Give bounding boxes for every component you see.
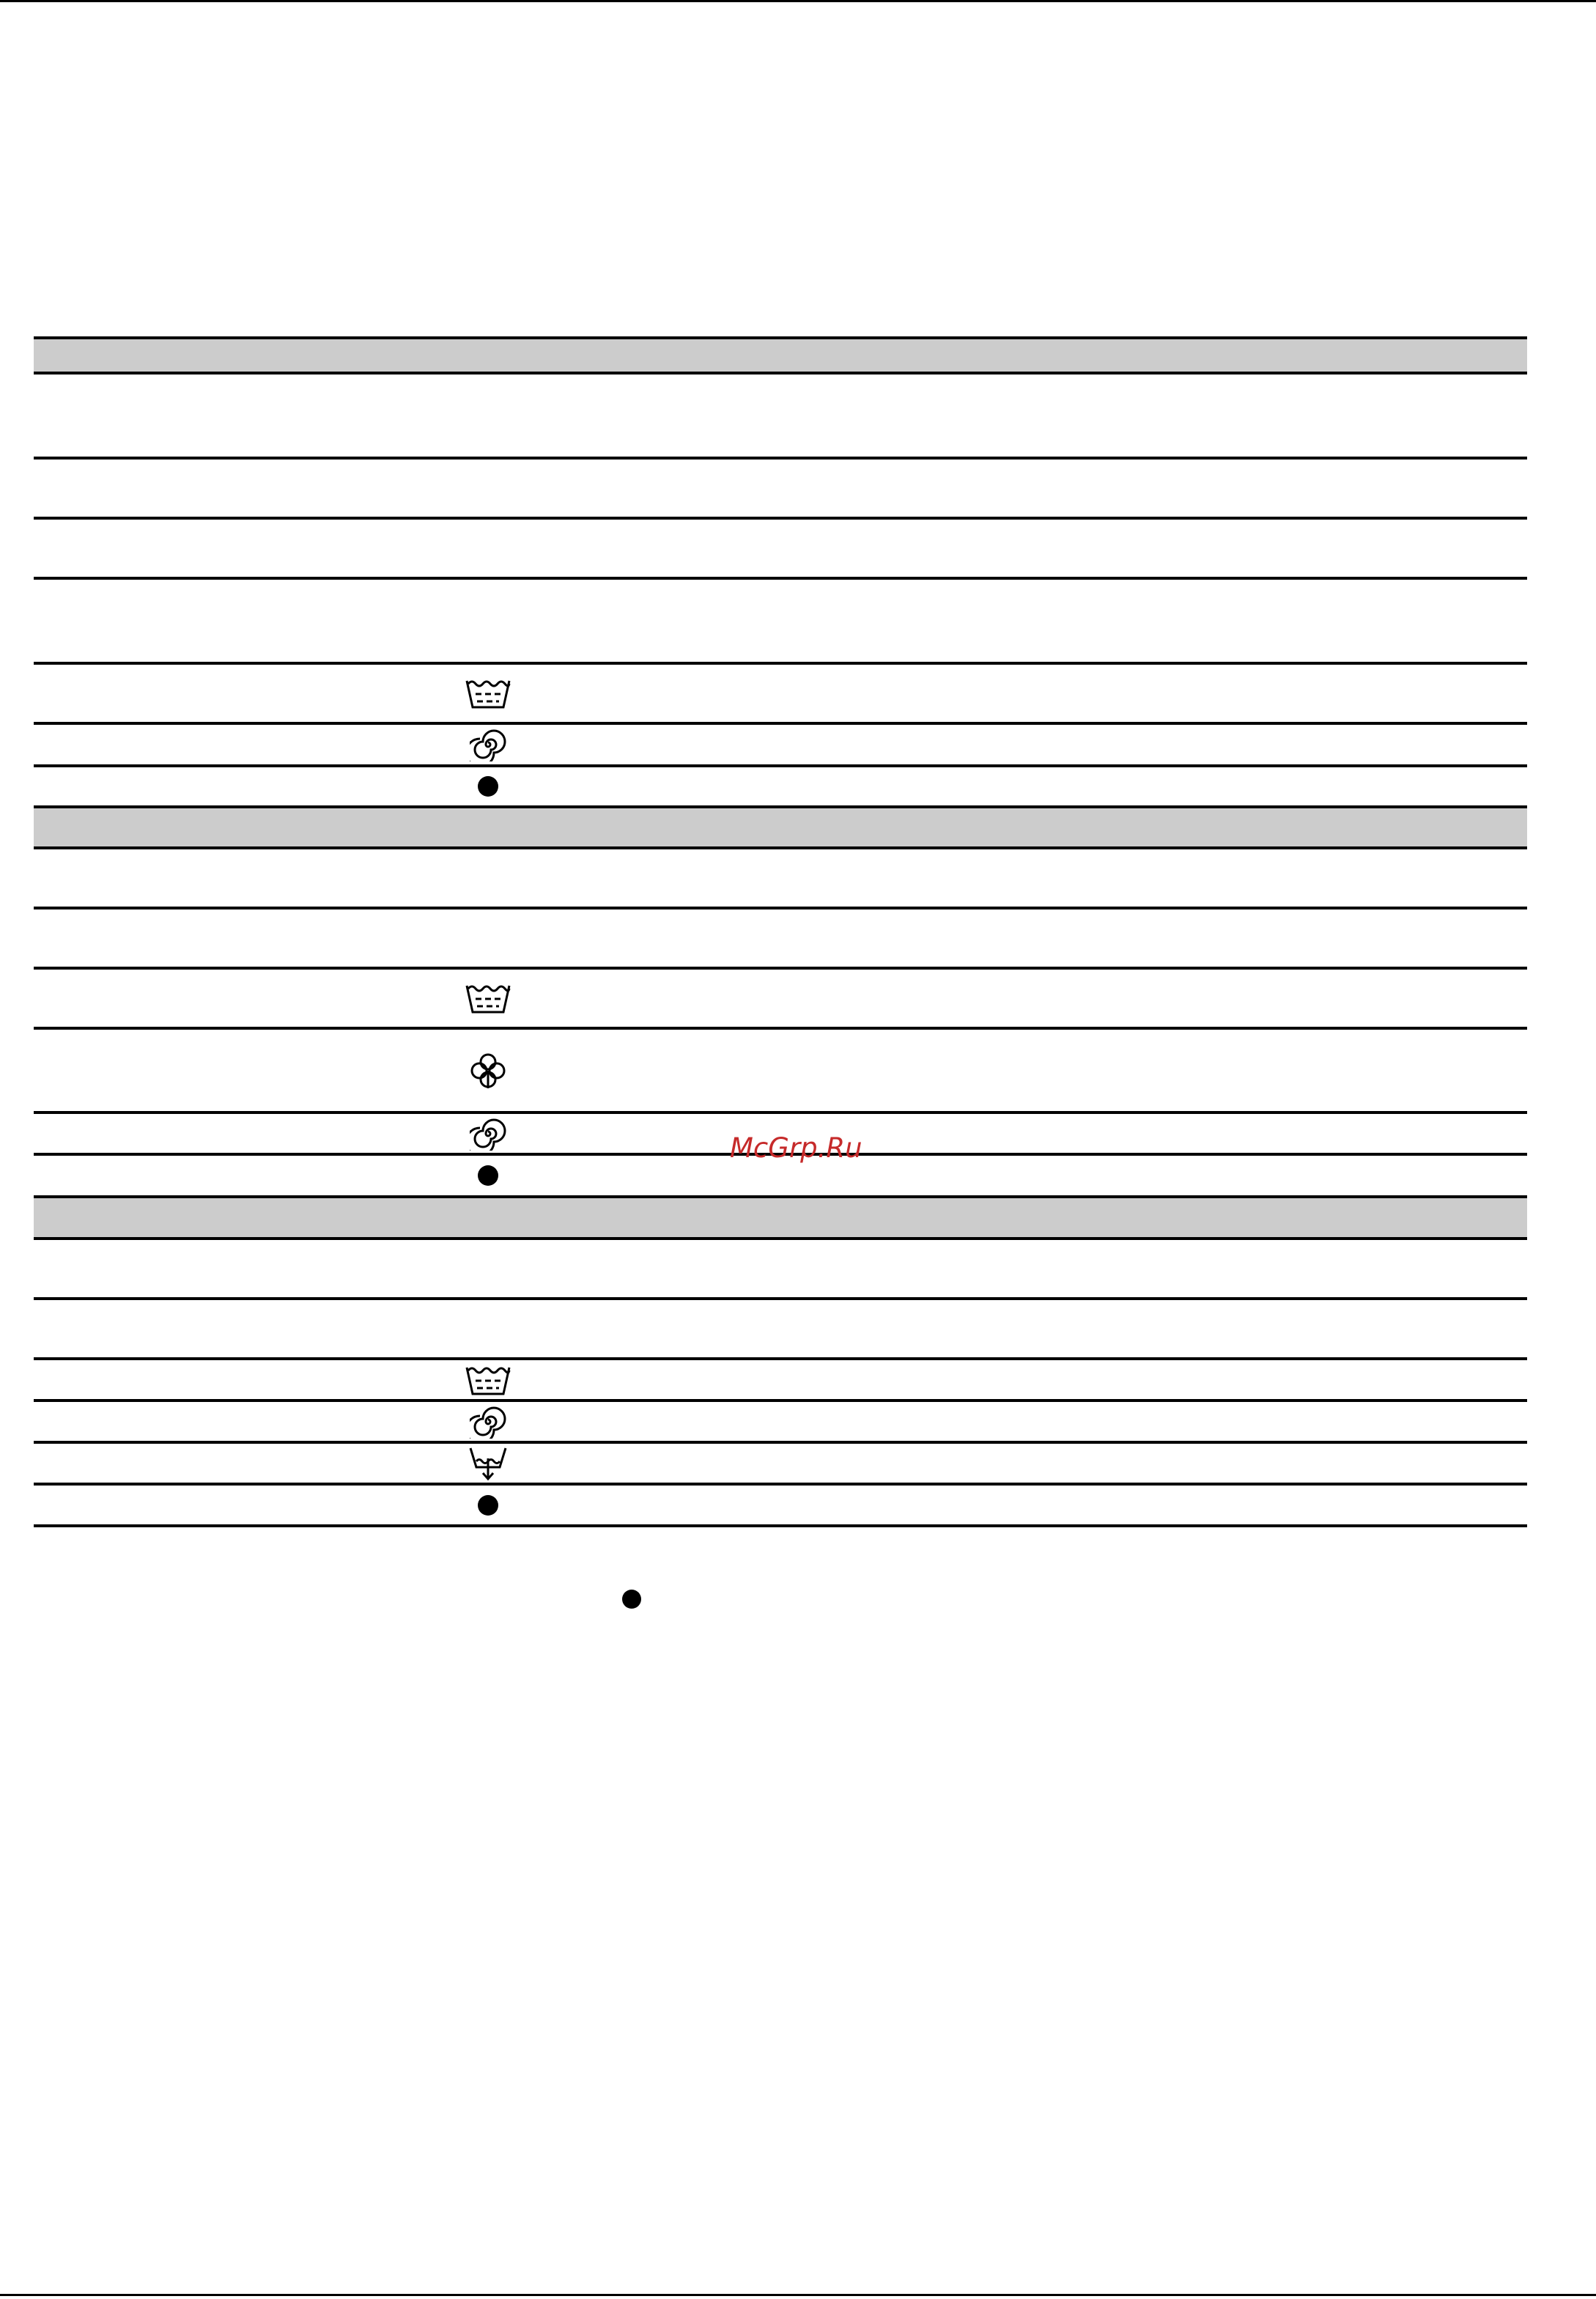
- table-row: [34, 1030, 1527, 1114]
- table-row: [34, 374, 1527, 460]
- drain-icon: [462, 1445, 514, 1482]
- table-row: [34, 849, 1527, 909]
- softener-flower-icon: [462, 1052, 514, 1089]
- table-row: [34, 460, 1527, 520]
- table-row: [34, 520, 1527, 580]
- wash-tub-icon: [462, 980, 514, 1016]
- table-row: [34, 665, 1527, 725]
- table-row: [34, 767, 1527, 808]
- table-row: [34, 1402, 1527, 1444]
- top-rule: [0, 0, 1596, 2]
- section-header-3: [34, 1198, 1527, 1240]
- note-bullet-icon: [622, 1590, 641, 1609]
- spin-spiral-icon: [462, 1115, 514, 1152]
- table-row: [34, 970, 1527, 1030]
- table-row: [34, 1360, 1527, 1402]
- spin-spiral-icon: [462, 1403, 514, 1440]
- end-dot-icon: [462, 1157, 514, 1194]
- table-row: [34, 1240, 1527, 1300]
- table-row: [34, 1300, 1527, 1360]
- table-row: [34, 1486, 1527, 1527]
- bottom-rule: [0, 2294, 1596, 2296]
- spin-spiral-icon: [462, 726, 514, 763]
- table-row: [34, 1444, 1527, 1486]
- program-table: [34, 336, 1527, 1527]
- section-header-2: [34, 808, 1527, 849]
- table-row: [34, 909, 1527, 970]
- table-row: [34, 725, 1527, 767]
- end-dot-icon: [462, 1487, 514, 1524]
- watermark: McGrp.Ru: [730, 1132, 862, 1164]
- wash-tub-icon: [462, 1362, 514, 1398]
- end-dot-icon: [462, 768, 514, 805]
- table-row: [34, 580, 1527, 665]
- wash-tub-icon: [462, 675, 514, 712]
- section-header-1: [34, 336, 1527, 374]
